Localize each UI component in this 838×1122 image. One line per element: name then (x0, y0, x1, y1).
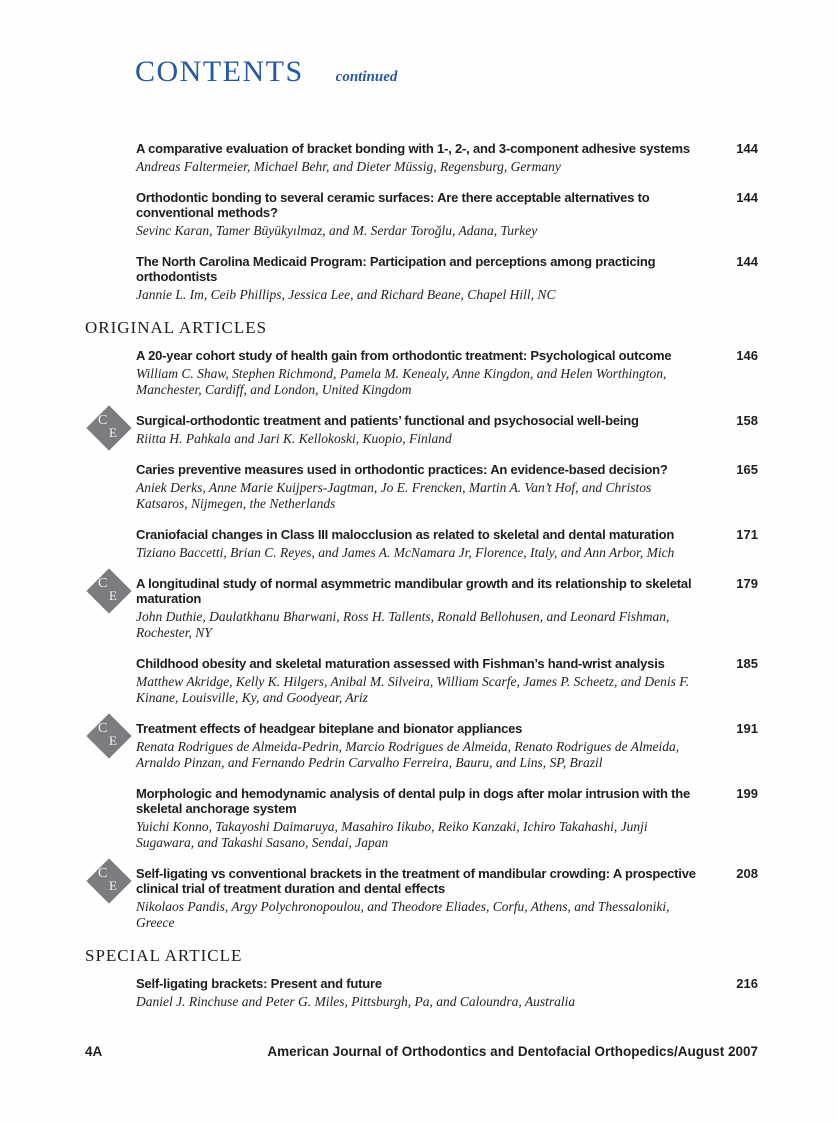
ce-letter-c: C (98, 721, 108, 736)
toc-entry (85, 462, 758, 512)
entry-gutter (85, 254, 136, 303)
article-authors: Daniel J. Rinchuse and Peter G. Miles, Pittsburgh, Pa, and Caloundra, Australia (136, 994, 576, 1009)
ce-letter-e: E (109, 425, 117, 440)
entry-gutter (85, 656, 136, 706)
article-authors: Aniek Derks, Anne Marie Kuijpers-Jagtman, Jo E. Frencken, Martin A. Van’t Hof, and Christos Katsaros, Nijmegen, the Netherlands (136, 480, 652, 511)
toc-entry (85, 413, 758, 447)
entry-body (136, 254, 700, 303)
ce-letter-c: C (98, 866, 108, 881)
toc-header (135, 55, 758, 89)
article-page-number: 179 (736, 576, 758, 591)
article-title: Craniofacial changes in Class III malocclusion as related to skeletal and dental maturation (136, 527, 675, 542)
entry-body (136, 576, 700, 641)
entry-body (136, 656, 700, 706)
continuing-education-icon (86, 713, 132, 759)
article-page-number: 158 (736, 413, 758, 428)
continued-label: continued (335, 69, 398, 85)
article-title: Self-ligating vs conventional brackets in the treatment of mandibular crowding: A prospective clinical trial of treatment duration and dental effects (136, 866, 696, 896)
section-heading-original-articles: ORIGINAL ARTICLES (85, 318, 268, 337)
article-page-number: 199 (736, 786, 758, 801)
entry-gutter (85, 190, 136, 239)
article-page-number: 165 (736, 462, 758, 477)
article-title: Surgical-orthodontic treatment and patients’ functional and psychosocial well-being (136, 413, 639, 428)
entry-gutter (85, 786, 136, 851)
article-page-number: 191 (736, 721, 758, 736)
entry-gutter (85, 976, 136, 1010)
ce-letter-e: E (109, 878, 117, 893)
article-page-number: 185 (736, 656, 758, 671)
entry-gutter (85, 141, 136, 175)
entry-body (136, 190, 700, 239)
toc-entry (85, 576, 758, 641)
article-page-number: 216 (736, 976, 758, 991)
article-title: The North Carolina Medicaid Program: Participation and perceptions among practicing orthodontists (136, 254, 656, 284)
footer-page-label: 4A (85, 1044, 103, 1059)
entry-body (136, 348, 700, 398)
ce-letter-e: E (109, 588, 117, 603)
entry-body (136, 462, 700, 512)
article-title: A comparative evaluation of bracket bonding with 1-, 2-, and 3-component adhesive systems (136, 141, 690, 156)
toc-entry (85, 866, 758, 931)
entry-body (136, 976, 700, 1010)
article-authors: Sevinc Karan, Tamer Büyükyılmaz, and M. Serdar Toroğlu, Adana, Turkey (136, 223, 538, 238)
entry-gutter (85, 462, 136, 512)
entry-gutter (85, 348, 136, 398)
toc-entry (85, 348, 758, 398)
entry-body (136, 141, 700, 175)
article-page-number: 144 (736, 254, 758, 269)
entry-body (136, 721, 700, 771)
article-authors: Andreas Faltermeier, Michael Behr, and Dieter Müssig, Regensburg, Germany (136, 159, 561, 174)
toc-entry (85, 721, 758, 771)
article-page-number: 144 (736, 190, 758, 205)
article-authors: Nikolaos Pandis, Argy Polychronopoulou, and Theodore Eliades, Corfu, Athens, and Thessaloniki, Greece (136, 899, 670, 930)
article-authors: Renata Rodrigues de Almeida-Pedrin, Marcio Rodrigues de Almeida, Renato Rodrigues de Almeida, Arnaldo Pinzan, and Fernando Pedrin Carvalho Ferreira, Bauru, and Lins, SP, Brazil (136, 739, 680, 770)
footer-journal-line: American Journal of Orthodontics and Dentofacial Orthopedics/August 2007 (267, 1044, 758, 1059)
entry-gutter (85, 576, 136, 641)
article-authors: John Duthie, Daulatkhanu Bharwani, Ross H. Tallents, Ronald Bellohusen, and Leonard Fishman, Rochester, NY (136, 609, 670, 640)
continuing-education-icon (86, 405, 132, 451)
ce-letter-e: E (109, 733, 117, 748)
page-footer (85, 1044, 758, 1059)
toc-entry (85, 527, 758, 561)
ce-letter-c: C (98, 576, 108, 591)
entry-body (136, 413, 700, 447)
entry-body (136, 866, 700, 931)
article-title: Self-ligating brackets: Present and future (136, 976, 382, 991)
article-title: A 20-year cohort study of health gain from orthodontic treatment: Psychological outcome (136, 348, 672, 363)
article-page-number: 146 (736, 348, 758, 363)
article-title: Childhood obesity and skeletal maturation assessed with Fishman’s hand-wrist analysis (136, 656, 665, 671)
toc-entry (85, 786, 758, 851)
article-title: A longitudinal study of normal asymmetric mandibular growth and its relationship to skeletal maturation (136, 576, 692, 606)
article-page-number: 208 (736, 866, 758, 881)
article-authors: Jannie L. Im, Ceib Phillips, Jessica Lee, and Richard Beane, Chapel Hill, NC (136, 287, 556, 302)
toc-entry (85, 190, 758, 239)
toc-entry (85, 656, 758, 706)
article-title: Caries preventive measures used in orthodontic practices: An evidence-based decision? (136, 462, 668, 477)
toc-entry (85, 976, 758, 1010)
toc-entry (85, 254, 758, 303)
toc-entry (85, 141, 758, 175)
article-title: Morphologic and hemodynamic analysis of dental pulp in dogs after molar intrusion with the skeletal anchorage system (136, 786, 691, 816)
entry-gutter (85, 866, 136, 931)
article-title: Treatment effects of headgear biteplane and bionator appliances (136, 721, 523, 736)
article-page-number: 144 (736, 141, 758, 156)
entry-gutter (85, 721, 136, 771)
section-heading-special-article: SPECIAL ARTICLE (85, 946, 243, 965)
article-authors: Riitta H. Pahkala and Jari K. Kellokoski, Kuopio, Finland (136, 431, 452, 446)
continuing-education-icon (86, 568, 132, 614)
article-authors: Yuichi Konno, Takayoshi Daimaruya, Masahiro Iikubo, Reiko Kanzaki, Ichiro Takahashi, Junji Sugawara, and Takashi Sasano, Sendai, Japan (136, 819, 648, 850)
entry-gutter (85, 527, 136, 561)
article-authors: Tiziano Baccetti, Brian C. Reyes, and James A. McNamara Jr, Florence, Italy, and Ann Arbor, Mich (136, 545, 675, 560)
entry-body (136, 786, 700, 851)
entry-gutter (85, 413, 136, 447)
article-authors: Matthew Akridge, Kelly K. Hilgers, Anibal M. Silveira, William Scarfe, James P. Scheetz, and Denis F. Kinane, Louisville, Ky, and Goodyear, Ariz (136, 674, 690, 705)
page-title: CONTENTS (135, 55, 304, 88)
article-authors: William C. Shaw, Stephen Richmond, Pamela M. Kenealy, Anne Kingdon, and Helen Worthington, Manchester, Cardiff, and London, United Kingdom (136, 366, 667, 397)
article-page-number: 171 (736, 527, 758, 542)
ce-letter-c: C (98, 413, 108, 428)
entry-body (136, 527, 700, 561)
continuing-education-icon (86, 858, 132, 904)
article-title: Orthodontic bonding to several ceramic surfaces: Are there acceptable alternatives to conventional methods? (136, 190, 650, 220)
